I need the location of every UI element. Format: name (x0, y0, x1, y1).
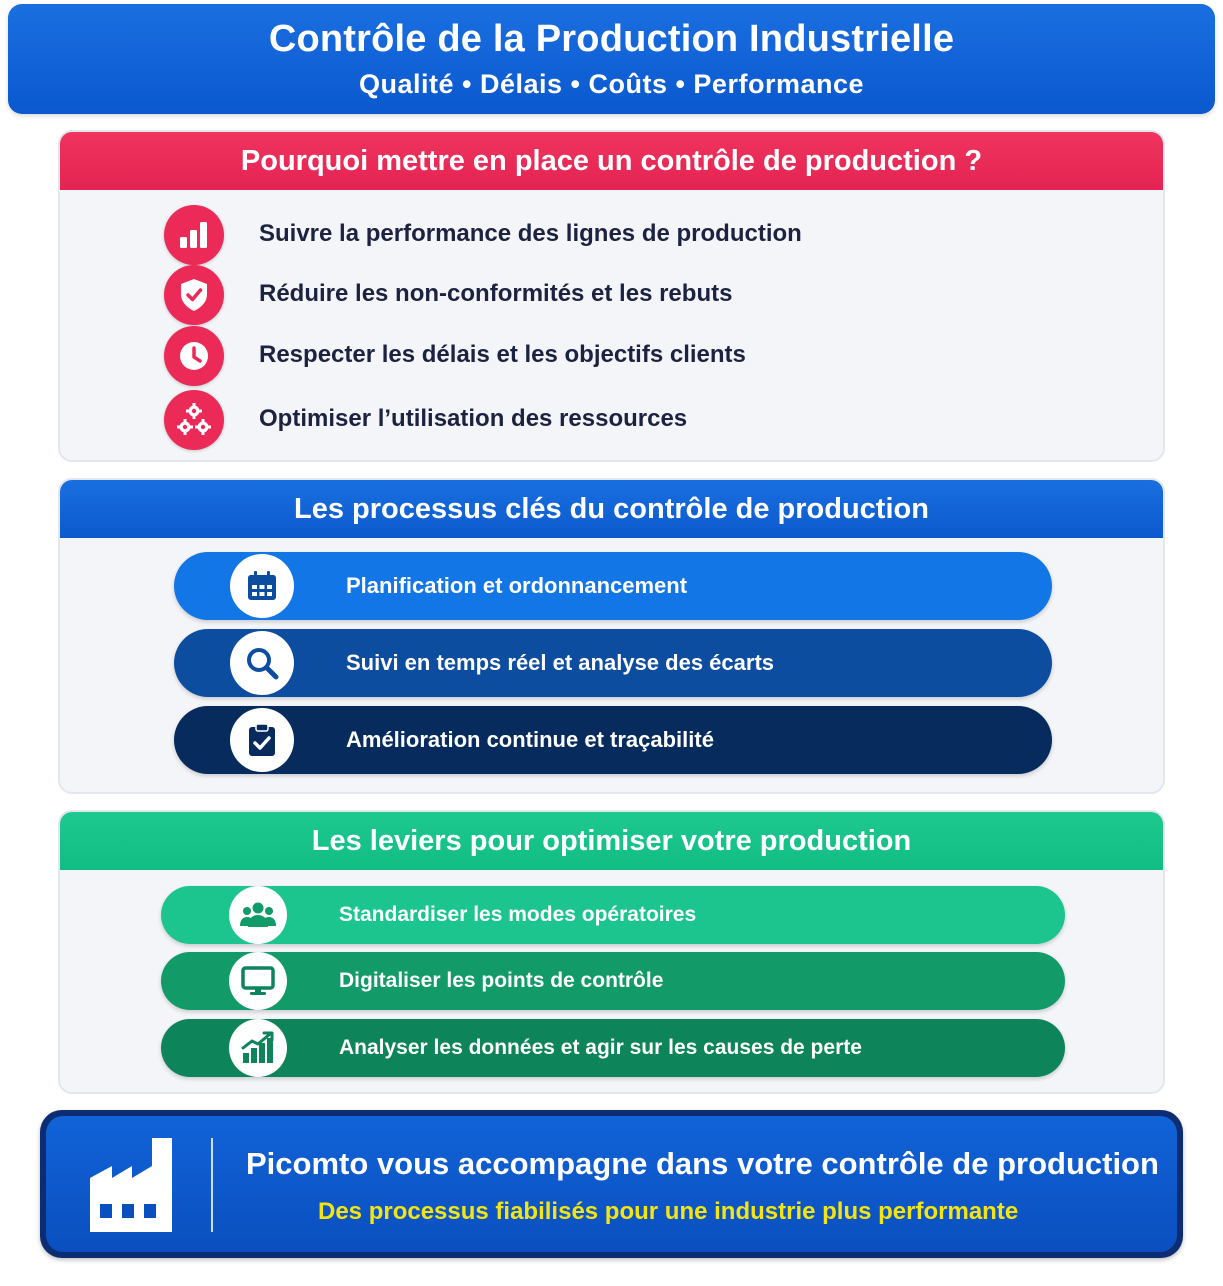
why-item (164, 265, 1064, 325)
team-icon (229, 886, 287, 944)
process-item-label: Planification et ordonnancement (346, 573, 688, 598)
process-item-label: Suivi en temps réel et analyse des écarts (346, 650, 775, 675)
lever-item-digitalize (161, 952, 1065, 1010)
why-item-label: Optimiser l’utilisation des ressources (259, 405, 688, 432)
footer-title: Picomto vous accompagne dans votre contrôle de production (246, 1146, 1159, 1181)
calendar-icon (230, 554, 294, 618)
header-banner (8, 4, 1215, 114)
why-item-label: Réduire les non-conformités et les rebuts (259, 280, 733, 307)
footer-subtitle: Des processus fiabilisés pour une industrie plus performante (318, 1198, 1019, 1225)
process-item-label: Amélioration continue et traçabilité (346, 727, 714, 752)
magnifier-icon (230, 631, 294, 695)
why-section-title: Pourquoi mettre en place un contrôle de production ? (60, 132, 1163, 190)
why-item (164, 390, 1064, 450)
levers-section-title: Les leviers pour optimiser votre production (60, 812, 1163, 870)
lever-item-standardize (161, 886, 1065, 944)
shield-check-icon (164, 265, 224, 325)
bar-chart-icon (164, 205, 224, 265)
process-section (58, 478, 1165, 794)
lever-item-analyze (161, 1019, 1065, 1077)
why-item (164, 205, 1064, 265)
why-item (164, 326, 1064, 386)
why-item-label: Suivre la performance des lignes de production (259, 220, 802, 247)
growth-chart-icon (229, 1019, 287, 1077)
page-subtitle: Qualité • Délais • Coûts • Performance (359, 69, 864, 99)
clock-icon (164, 326, 224, 386)
why-item-label: Respecter les délais et les objectifs clients (259, 341, 746, 368)
lever-item-label: Standardiser les modes opératoires (339, 903, 697, 926)
process-item-monitoring (174, 629, 1052, 697)
process-item-improvement (174, 706, 1052, 774)
monitor-icon (229, 952, 287, 1010)
process-section-title: Les processus clés du contrôle de production (60, 480, 1163, 538)
clipboard-check-icon (230, 708, 294, 772)
gears-icon (164, 390, 224, 450)
lever-item-label: Analyser les données et agir sur les causes de perte (339, 1036, 862, 1059)
factory-icon (86, 1138, 178, 1239)
page-title: Contrôle de la Production Industrielle (268, 18, 955, 60)
footer-banner (40, 1110, 1183, 1258)
process-item-planning (174, 552, 1052, 620)
lever-item-label: Digitaliser les points de contrôle (339, 969, 664, 992)
footer-divider (211, 1138, 213, 1232)
levers-section (58, 810, 1165, 1094)
why-section (58, 130, 1165, 462)
